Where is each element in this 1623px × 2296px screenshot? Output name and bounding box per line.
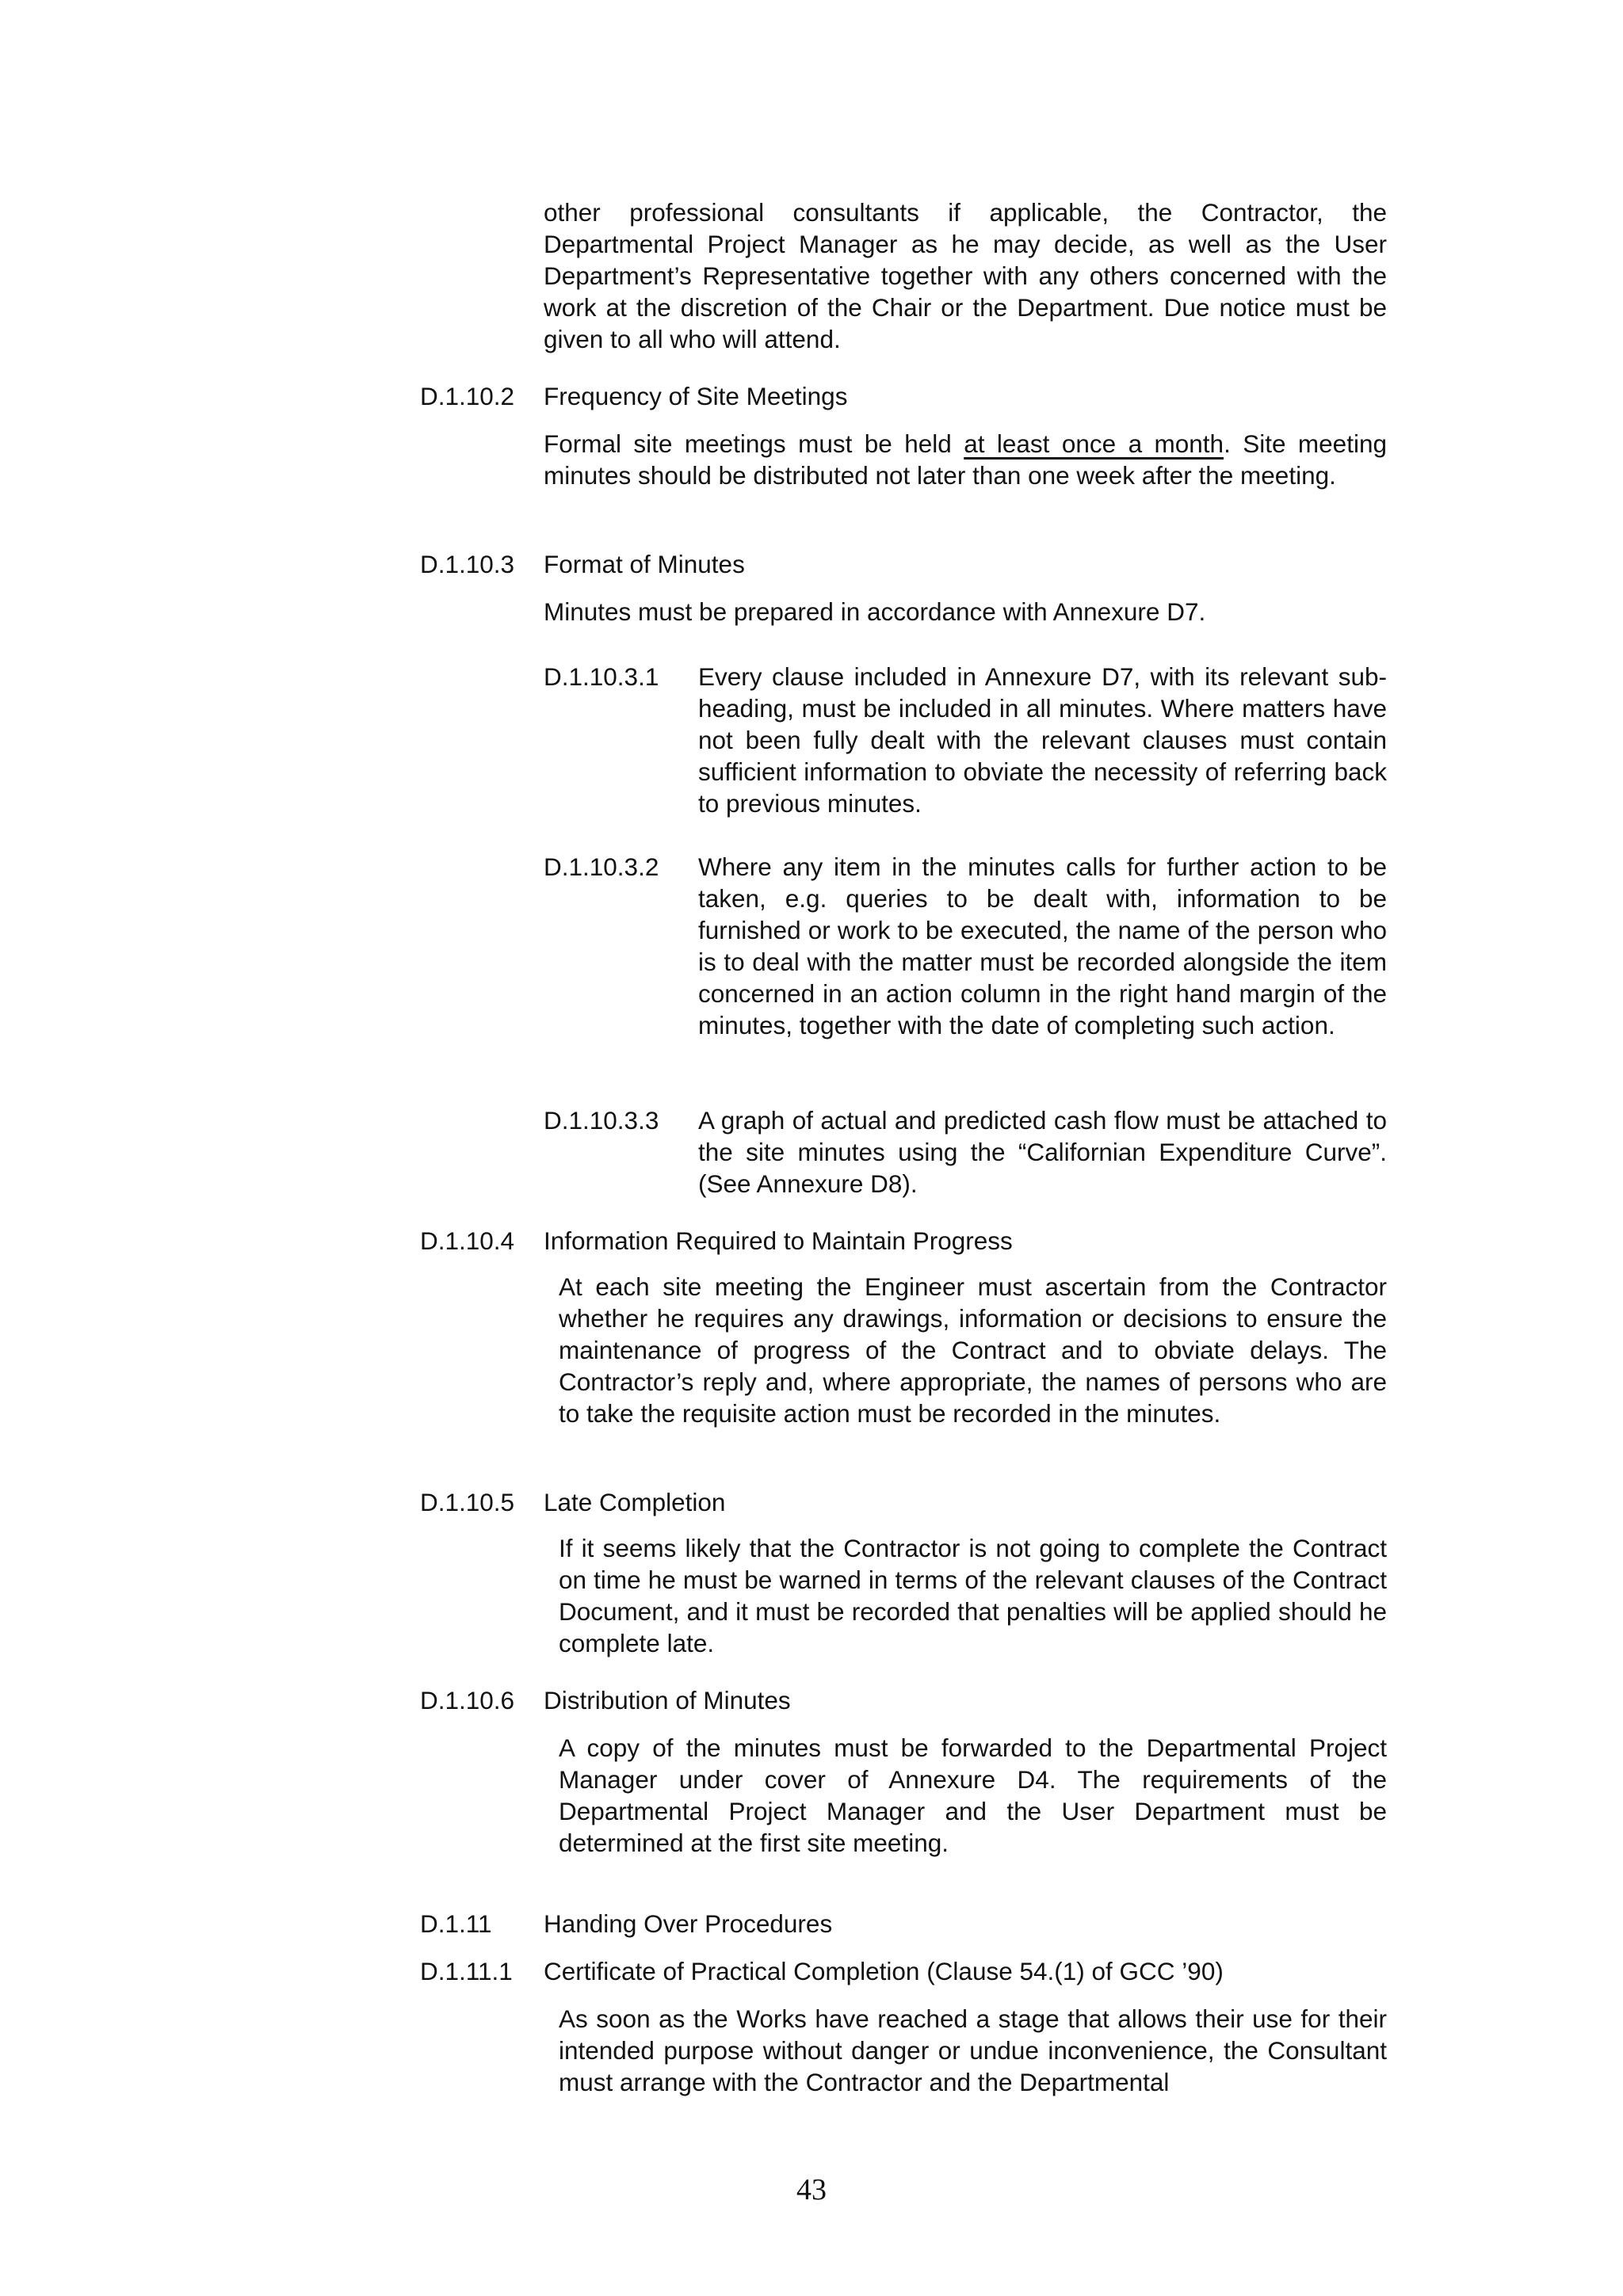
subsection-d-1-10-3-2-paragraph: Where any item in the minutes calls for further action to be taken, e.g. queries to be dealt with, information to be furnished or work to be executed, the name of the person who is to deal with the matter must be recorded alongside the item concerned in an action column in the right hand margin of the minutes, together with the date of completing such action. — [698, 852, 1387, 1039]
page-number: 43 — [796, 2173, 827, 2206]
section-title-distribution-of-minutes: Distribution of Minutes — [544, 1686, 791, 1714]
section-title-certificate-of-practical-completion: Certificate of Practical Completion (Clause 54.(1) of GCC ’90) — [544, 1957, 1224, 1985]
section-title-handing-over-procedures: Handing Over Procedures — [544, 1909, 833, 1938]
section-number-d-1-11-1: D.1.11.1 — [420, 1957, 513, 1985]
section-number-d-1-10-5: D.1.10.5 — [420, 1488, 515, 1516]
section-title-late-completion: Late Completion — [544, 1488, 726, 1516]
section-number-d-1-10-2: D.1.10.2 — [420, 382, 515, 410]
format-of-minutes-paragraph: Minutes must be prepared in accordance with Annexure D7. — [544, 597, 1206, 626]
subsection-d-1-10-3-1-paragraph: Every clause included in Annexure D7, with its relevant sub-heading, must be included in all minutes. Where matters have not been fully dealt with the relevant clauses must contain sufficient information to obviate the necessity of referring back to previous minutes. — [698, 662, 1387, 818]
section-title-frequency-of-site-meetings: Frequency of Site Meetings — [544, 382, 848, 410]
section-number-d-1-10-4: D.1.10.4 — [420, 1226, 515, 1255]
distribution-paragraph: A copy of the minutes must be forwarded to the Departmental Project Manager under cover of Annexure D4. The requirements of the Departmental Project Manager and the User Department must be determined at the first site meeting. — [559, 1733, 1387, 1857]
section-title-format-of-minutes: Format of Minutes — [544, 550, 745, 578]
frequency-paragraph — [544, 428, 1387, 491]
subsection-number-d-1-10-3-2: D.1.10.3.2 — [544, 852, 659, 881]
section-number-d-1-10-3: D.1.10.3 — [420, 550, 515, 578]
intro-paragraph: other professional consultants if applicable, the Contractor, the Departmental Project Manager as he may decide, as well as the User Department’s Representative together with any others concerned with the work at the discretion of the Chair or the Department. Due notice must be given to all who will attend. — [544, 198, 1387, 353]
frequency-text-after: . Site meeting minutes should be distributed not later than one week after the meeting. — [544, 429, 1387, 490]
certificate-paragraph: As soon as the Works have reached a stage that allows their use for their intended purpose without danger or undue inconvenience, the Consultant must arrange with the Contractor and the Departmental — [559, 2004, 1387, 2096]
subsection-number-d-1-10-3-1: D.1.10.3.1 — [544, 662, 659, 691]
section-number-d-1-10-6: D.1.10.6 — [420, 1686, 515, 1714]
subsection-d-1-10-3-3-paragraph: A graph of actual and predicted cash flow must be attached to the site minutes using the “Californian Expenditure Curve”. (See Annexure D8). — [698, 1106, 1387, 1198]
section-title-information-required: Information Required to Maintain Progress — [544, 1226, 1013, 1255]
information-required-paragraph: At each site meeting the Engineer must ascertain from the Contractor whether he requires any drawings, information or decisions to ensure the maintenance of progress of the Contract and to obviate delays. The Contractor’s reply and, where appropriate, the names of persons who are to take the requisite action must be recorded in the minutes. — [559, 1272, 1387, 1428]
frequency-underlined-text: at least once a month — [964, 429, 1224, 458]
frequency-text-before: Formal site meetings must be held — [544, 429, 964, 458]
subsection-number-d-1-10-3-3: D.1.10.3.3 — [544, 1106, 659, 1135]
section-number-d-1-11: D.1.11 — [420, 1909, 492, 1938]
late-completion-paragraph: If it seems likely that the Contractor is not going to complete the Contract on time he must be warned in terms of the relevant clauses of the Contract Document, and it must be recorded that penalties will be applied should he complete late. — [559, 1534, 1387, 1657]
